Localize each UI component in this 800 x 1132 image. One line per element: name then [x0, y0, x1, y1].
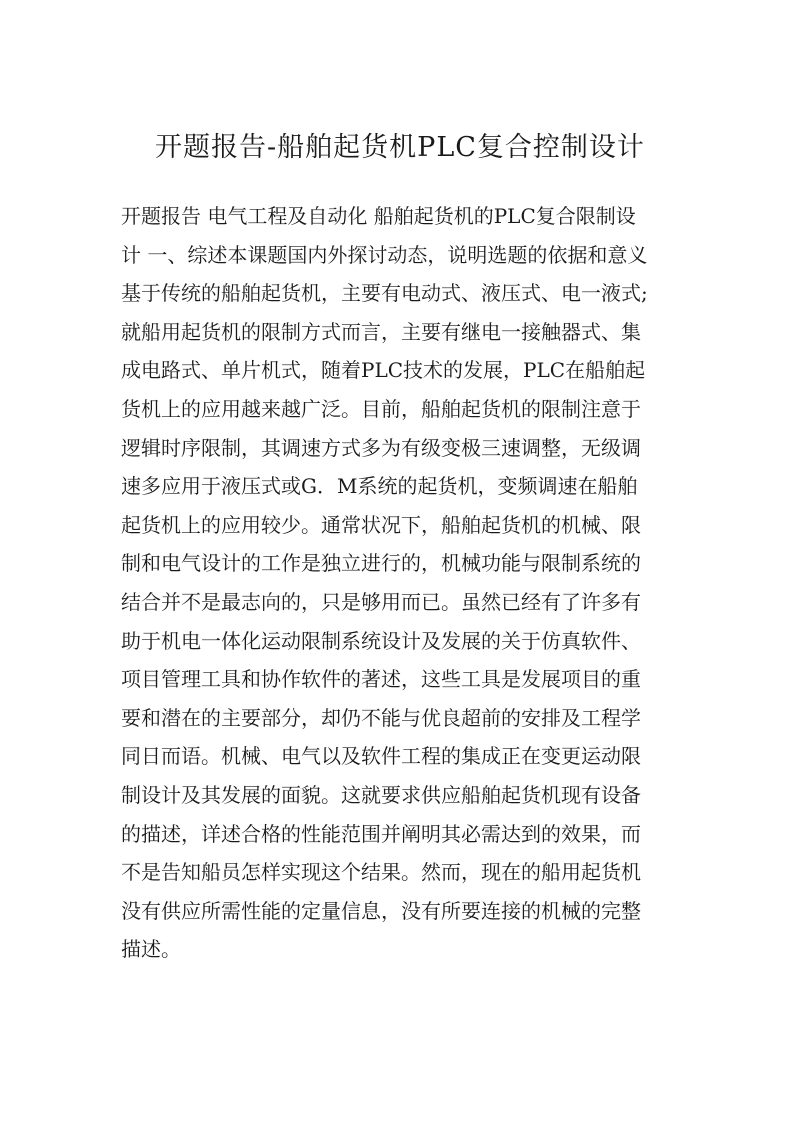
text-line: 的描述，详述合格的性能范围并阐明其必需达到的效果，而 [121, 821, 641, 846]
page-title: 开题报告-船舶起货机PLC复合控制设计 [155, 132, 645, 163]
text-line: 不是告知船员怎样实现这个结果。然而，现在的船用起货机 [121, 860, 641, 885]
text-line: 开题报告 电气工程及自动化 船舶起货机的PLC复合限制设 [121, 204, 636, 228]
text-line: 要和潜在的主要部分，却仍不能与优良超前的安排及工程学 [121, 705, 641, 730]
body-paragraph [121, 197, 691, 969]
text-line: 基于传统的船舶起货机，主要有电动式、液压式、电一液式; [121, 281, 648, 306]
text-line: 同日而语。机械、电气以及软件工程的集成正在变更运动限 [121, 744, 641, 769]
text-line: 计 一、综述本课题国内外探讨动态，说明选题的依据和意义 [121, 242, 648, 267]
text-line: 助于机电一体化运动限制系统设计及发展的关于仿真软件、 [121, 628, 641, 653]
text-line: 速多应用于液压式或G．M系统的起货机，变频调速在船舶 [121, 474, 638, 499]
text-line: 制和电气设计的工作是独立进行的，机械功能与限制系统的 [121, 551, 641, 576]
text-line: 项目管理工具和协作软件的著述，这些工具是发展项目的重 [121, 667, 641, 692]
text-line: 制设计及其发展的面貌。这就要求供应船舶起货机现有设备 [121, 782, 641, 807]
text-line: 逻辑时序限制，其调速方式多为有级变极三速调整，无级调 [121, 435, 641, 460]
text-line: 描述。 [121, 937, 181, 962]
text-line: 结合并不是最志向的，只是够用而已。虽然已经有了许多有 [121, 589, 641, 614]
text-line: 成电路式、单片机式，随着PLC技术的发展，PLC在船舶起 [121, 358, 646, 383]
text-line: 没有供应所需性能的定量信息，没有所要连接的机械的完整 [121, 898, 641, 923]
text-line: 起货机上的应用较少。通常状况下，船舶起货机的机械、限 [121, 512, 641, 537]
text-line: 就船用起货机的限制方式而言，主要有继电一接触器式、集 [121, 319, 641, 344]
text-line: 货机上的应用越来越广泛。目前，船舶起货机的限制注意于 [121, 396, 641, 421]
